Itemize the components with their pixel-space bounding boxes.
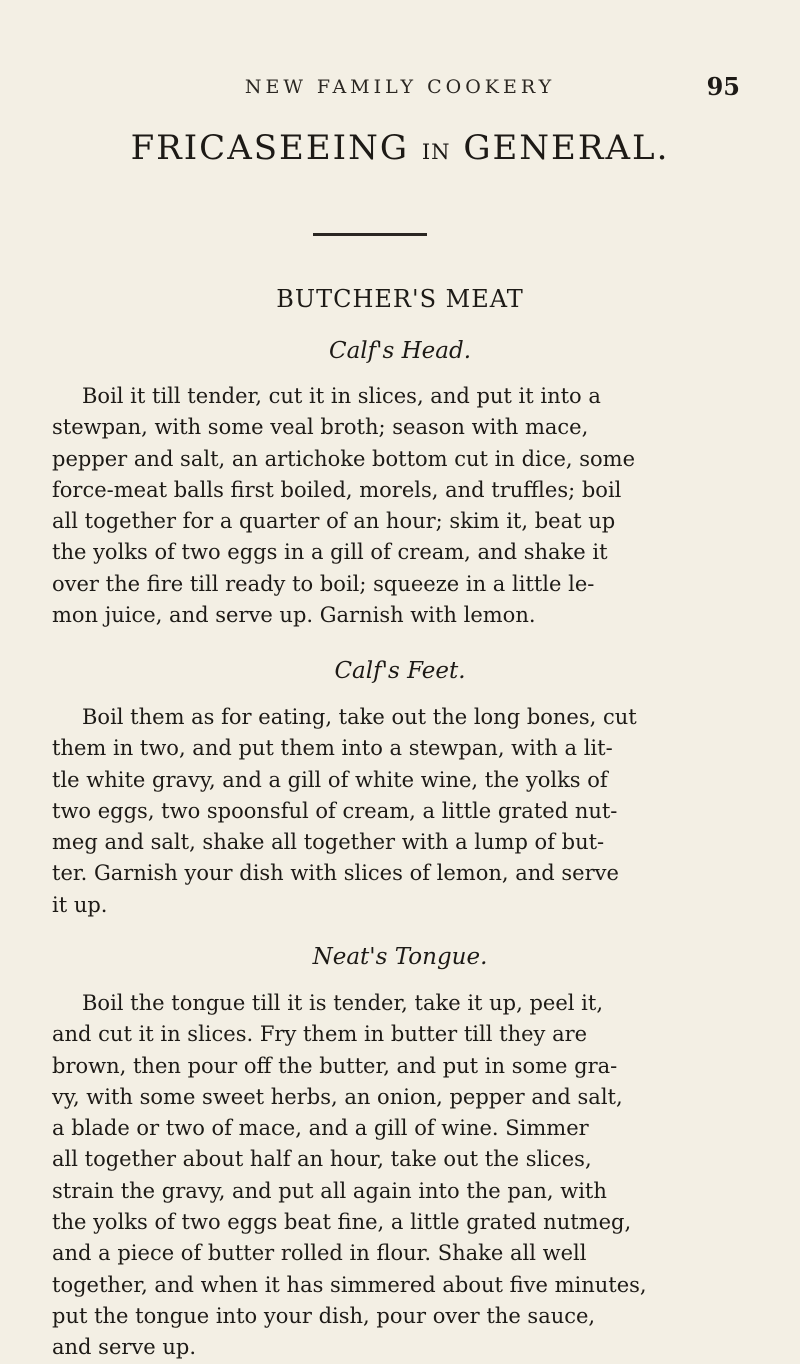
recipe-text-neats-tongue	[52, 988, 746, 1364]
text-line: stewpan, with some veal broth; season with mace,	[52, 415, 589, 440]
text-line: the yolks of two eggs beat fine, a little grated nutmeg,	[52, 1210, 632, 1235]
text-line: and serve up.	[52, 1335, 197, 1360]
text-line: together, and when it has simmered about five minutes,	[52, 1272, 647, 1297]
text-line: and cut it in slices. Fry them in butter till they are	[52, 1022, 588, 1047]
page-number: 95	[706, 72, 740, 101]
text-line: a blade or two of mace, and a gill of wine. Simmer	[52, 1116, 589, 1141]
text-line: strain the gravy, and put all again into the pan, with	[52, 1178, 607, 1203]
title-small-word: IN	[421, 140, 451, 164]
running-head: NEW FAMILY COOKERY	[244, 76, 556, 98]
recipe-text-calfs-head	[52, 381, 746, 631]
text-line: all together for a quarter of an hour; skim it, beat up	[52, 509, 616, 534]
title-part-a: FRICASEEING	[130, 128, 422, 168]
title-divider	[313, 233, 427, 236]
recipe-heading-neats-tongue: Neat's Tongue.	[312, 944, 488, 970]
text-line: vy, with some sweet herbs, an onion, pepper and salt,	[52, 1084, 623, 1109]
text-line: put the tongue into your dish, pour over the sauce,	[52, 1303, 596, 1328]
text-line: two eggs, two spoonsful of cream, a little grated nut-	[52, 798, 618, 823]
text-line: Boil them as for eating, take out the long bones, cut	[82, 705, 637, 729]
text-line: Boil it till tender, cut it in slices, and put it into a	[82, 384, 601, 408]
section-heading: BUTCHER'S MEAT	[276, 285, 524, 313]
text-line: pepper and salt, an artichoke bottom cut in dice, some	[52, 446, 636, 471]
text-line: and a piece of butter rolled in flour. Shake all well	[52, 1241, 587, 1266]
text-line: brown, then pour off the butter, and put in some gra-	[52, 1053, 618, 1078]
text-line: it up.	[52, 892, 108, 917]
recipe-text-calfs-feet	[52, 702, 746, 921]
recipe-heading-calfs-head: Calf's Head.	[328, 338, 472, 364]
text-line: meg and salt, shake all together with a lump of but-	[52, 830, 605, 855]
text-line: force-meat balls first boiled, morels, and truffles; boil	[52, 477, 622, 502]
text-line: them in two, and put them into a stewpan, with a lit-	[52, 736, 613, 761]
text-line: the yolks of two eggs in a gill of cream, and shake it	[52, 540, 608, 565]
text-line: Boil the tongue till it is tender, take it up, peel it,	[82, 991, 603, 1015]
text-line: tle white gravy, and a gill of white wine, the yolks of	[52, 767, 608, 792]
text-line: over the fire till ready to boil; squeeze in a little le-	[52, 571, 595, 596]
page-header	[0, 66, 800, 106]
chapter-title	[0, 128, 800, 168]
text-line: mon juice, and serve up. Garnish with lemon.	[52, 603, 536, 628]
text-line: ter. Garnish your dish with slices of lemon, and serve	[52, 861, 619, 886]
recipe-heading-calfs-feet: Calf's Feet.	[334, 658, 466, 684]
title-part-b: GENERAL.	[450, 128, 670, 168]
text-line: all together about half an hour, take out the slices,	[52, 1147, 592, 1172]
